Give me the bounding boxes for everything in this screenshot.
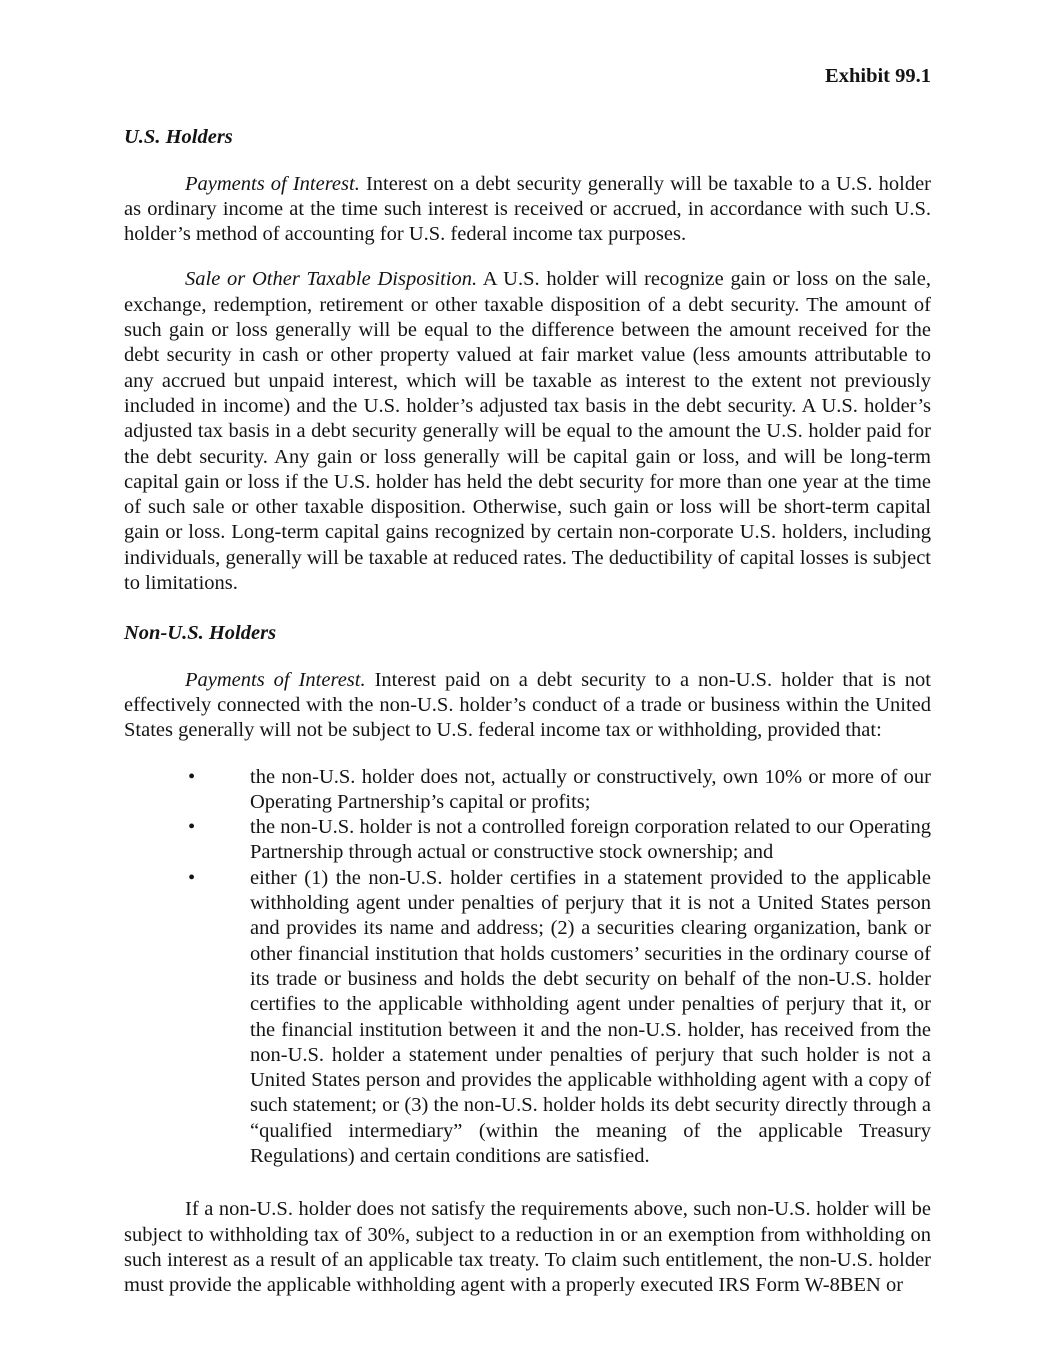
- paragraph-text: Interest on a debt security generally will be taxable to a U.S. holder as ordinary income at the time such interest is received or accrued, in accordance with such U.S. holder’s method of accounting for U.S. federal income tax purposes.: [124, 172, 931, 246]
- bullet-icon: •: [188, 765, 196, 788]
- paragraph-text: If a non-U.S. holder does not satisfy the requirements above, such non-U.S. holder will be subject to withholding tax of 30%, subject to a reduction in or an exemption from withholding on such interest as a result of an applicable tax treaty. To claim such entitlement, the non-U.S. holder must provide the applicable withholding agent with a properly executed IRS Form W-8BEN or: [124, 1198, 931, 1297]
- paragraph-lead-italic: Payments of Interest.: [185, 172, 360, 195]
- bullet-icon: •: [188, 816, 196, 839]
- section-heading-non-us-holders: Non-U.S. Holders: [124, 622, 277, 645]
- paragraph-text: Interest paid on a debt security to a non-U.S. holder that is not effectively connected with the non-U.S. holder’s conduct of a trade or business within the United States generally will not be subject to U.S. federal income tax or withholding, provided that:: [124, 668, 932, 742]
- paragraph-us-payments-of-interest: [124, 172, 931, 248]
- list-item-text: the non-U.S. holder does not, actually or constructively, own 10% or more of our Operating Partnership’s capital or profits;: [250, 765, 931, 813]
- list-item-text: the non-U.S. holder is not a controlled foreign corporation related to our Operating Partnership through actual or constructive stock ownership; and: [250, 816, 931, 864]
- bullet-icon: •: [188, 866, 196, 889]
- paragraph-text: A U.S. holder will recognize gain or loss on the sale, exchange, redemption, retirement or other taxable disposition of a debt security. The amount of such gain or loss generally will be equal to the difference between the amount received for the debt security in cash or other property valued at fair market value (less amounts attributable to any accrued but unpaid interest, which will be taxable as interest to the extent not previously included in income) and the U.S. holder’s adjusted tax basis in the debt security. A U.S. holder’s adjusted tax basis in a debt security generally will be equal to the amount the U.S. holder paid for the debt security. Any gain or loss generally will be capital gain or loss, and will be long-term capital gain or loss if the U.S. holder has held the debt security for more than one year at the time of such sale or other taxable disposition. Otherwise, such gain or loss will be short-term capital gain or loss. Long-term capital gains recognized by certain non-corporate U.S. holders, including individuals, generally will be taxable at reduced rates. The deductibility of capital losses is subject to limitations.: [124, 268, 931, 595]
- list-item: [124, 866, 931, 1170]
- bullet-list: [124, 765, 931, 1170]
- paragraph-non-us-withholding: [124, 1197, 931, 1298]
- list-item: [124, 765, 931, 816]
- list-item-text: either (1) the non-U.S. holder certifies in a statement provided to the applicable withholding agent under penalties of perjury that it is not a United States person and provides its name and address; (2) a securities clearing organization, bank or other financial institution that holds customers’ securities in the ordinary course of its trade or business and holds the debt security on behalf of the non-U.S. holder certifies to the applicable withholding agent under penalties of perjury that it, or the financial institution between it and the non-U.S. holder, has received from the non-U.S. holder a statement under penalties of perjury that such holder is not a United States person and provides the applicable withholding agent with a copy of such statement; or (3) the non-U.S. holder holds its debt security directly through a “qualified intermediary” (within the meaning of the applicable Treasury Regulations) and certain conditions are satisfied.: [250, 866, 931, 1167]
- exhibit-label: Exhibit 99.1: [825, 65, 931, 87]
- list-item: [124, 815, 931, 866]
- paragraph-lead-italic: Payments of Interest.: [185, 668, 366, 691]
- paragraph-us-sale-or-disposition: [124, 267, 931, 596]
- paragraph-lead-italic: Sale or Other Taxable Disposition.: [185, 268, 478, 291]
- paragraph-non-us-payments-of-interest: [124, 668, 931, 744]
- section-heading-us-holders: U.S. Holders: [124, 126, 233, 149]
